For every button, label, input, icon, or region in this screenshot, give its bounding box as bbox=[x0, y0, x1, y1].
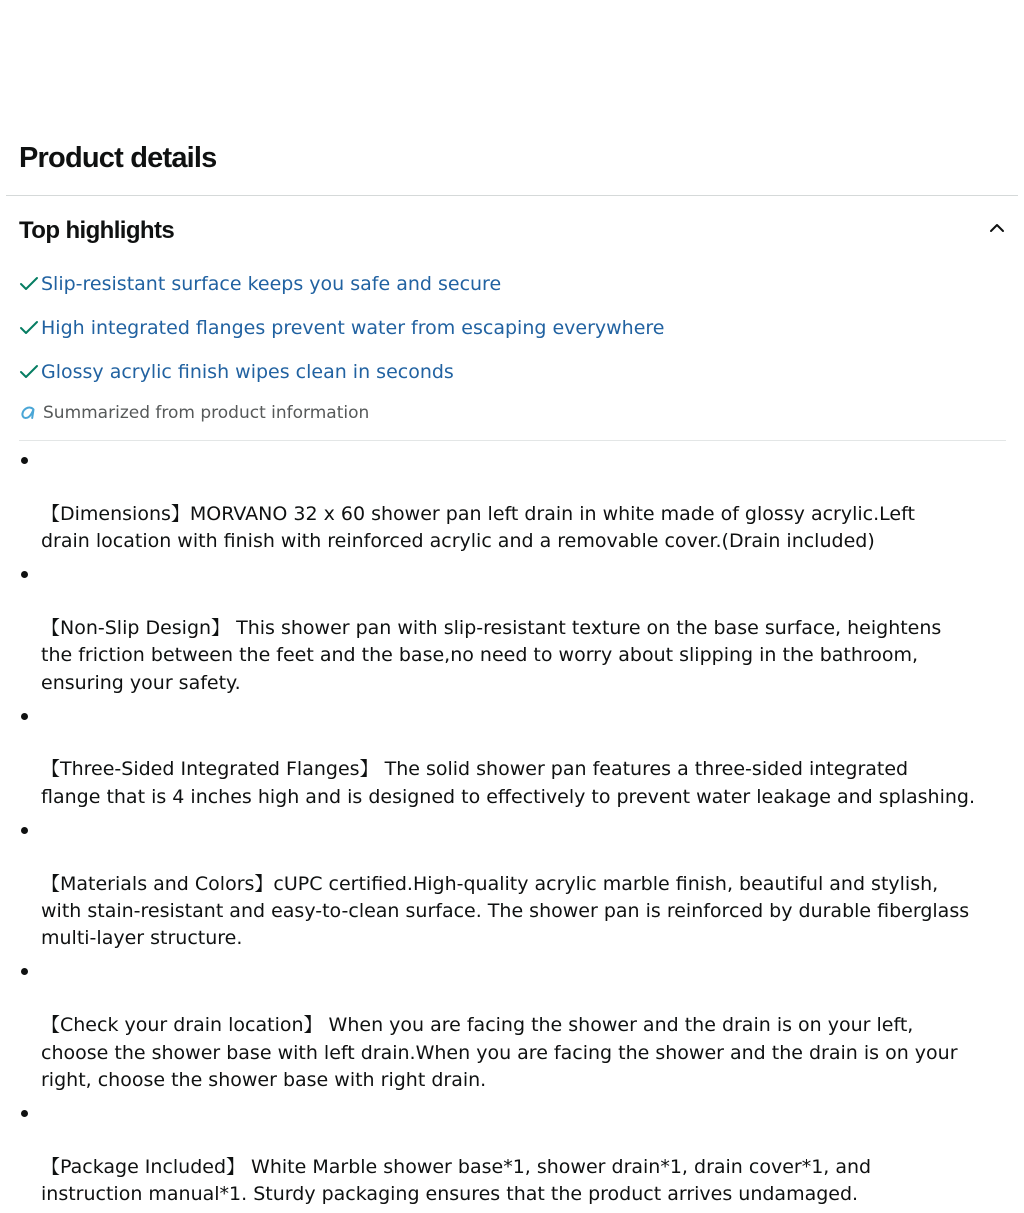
feature-bullet bbox=[0, 560, 1024, 697]
feature-bullet-text: 【Non-Slip Design】 This shower pan with slip-resistant texture on the base surface, heightens the friction between the feet and the base,no need to worry about slipping in the bathroom, ensuring your safety. bbox=[41, 616, 942, 694]
highlight-item bbox=[19, 312, 665, 356]
chevron-up-icon[interactable] bbox=[989, 220, 1005, 236]
bullet-dot bbox=[21, 571, 28, 578]
feature-bullet-text: 【Materials and Colors】cUPC certified.High-quality acrylic marble finish, beautiful and stylish, with stain-resistant and easy-to-clean surface. The shower pan is reinforced by durable fiberglass multi-layer structure. bbox=[41, 872, 970, 950]
page-title: Product details bbox=[19, 142, 217, 174]
bullet-dot bbox=[21, 968, 28, 975]
feature-bullet bbox=[0, 1099, 1024, 1209]
checkmark-icon bbox=[19, 318, 39, 338]
highlights-divider bbox=[19, 440, 1006, 441]
ai-sparkle-icon bbox=[19, 404, 37, 422]
bullet-dot bbox=[21, 713, 28, 720]
feature-bullet-text: 【Check your drain location】 When you are facing the shower and the drain is on your left, choose the shower base with left drain.When you are facing the shower and the drain is on your right, choose the shower base with right drain. bbox=[41, 1014, 958, 1091]
feature-bullet bbox=[0, 957, 1024, 1094]
feature-bullet bbox=[0, 446, 1024, 556]
section-divider bbox=[6, 195, 1018, 196]
top-highlights-header[interactable] bbox=[19, 212, 1017, 252]
feature-bullet-text: 【Dimensions】MORVANO 32 x 60 shower pan left drain in white made of glossy acrylic.Left drain location with finish with reinforced acrylic and a removable cover.(Drain included) bbox=[41, 502, 915, 553]
bullet-dot bbox=[21, 827, 28, 834]
summary-note bbox=[19, 399, 369, 427]
highlight-text: High integrated flanges prevent water from escaping everywhere bbox=[41, 317, 665, 339]
bullet-dot bbox=[21, 457, 28, 464]
feature-bullet-text: 【Package Included】 White Marble shower base*1, shower drain*1, drain cover*1, and instruction manual*1. Sturdy packaging ensures that the product arrives undamaged. bbox=[41, 1155, 872, 1206]
feature-bullets bbox=[0, 446, 1024, 1213]
highlight-item bbox=[19, 268, 665, 312]
checkmark-icon bbox=[19, 362, 39, 382]
summary-text: Summarized from product information bbox=[43, 403, 370, 423]
highlights-list bbox=[19, 268, 665, 400]
highlight-text: Slip-resistant surface keeps you safe and secure bbox=[41, 273, 502, 295]
highlight-text: Glossy acrylic finish wipes clean in seconds bbox=[41, 361, 454, 383]
checkmark-icon bbox=[19, 274, 39, 294]
feature-bullet-text: 【Three-Sided Integrated Flanges】 The solid shower pan features a three-sided integrated flange that is 4 inches high and is designed to effectively to prevent water leakage and splashing. bbox=[41, 758, 976, 808]
feature-bullet bbox=[0, 702, 1024, 812]
feature-bullet bbox=[0, 816, 1024, 953]
top-highlights-title: Top highlights bbox=[19, 217, 175, 244]
bullet-dot bbox=[21, 1110, 28, 1117]
highlight-item bbox=[19, 356, 665, 400]
